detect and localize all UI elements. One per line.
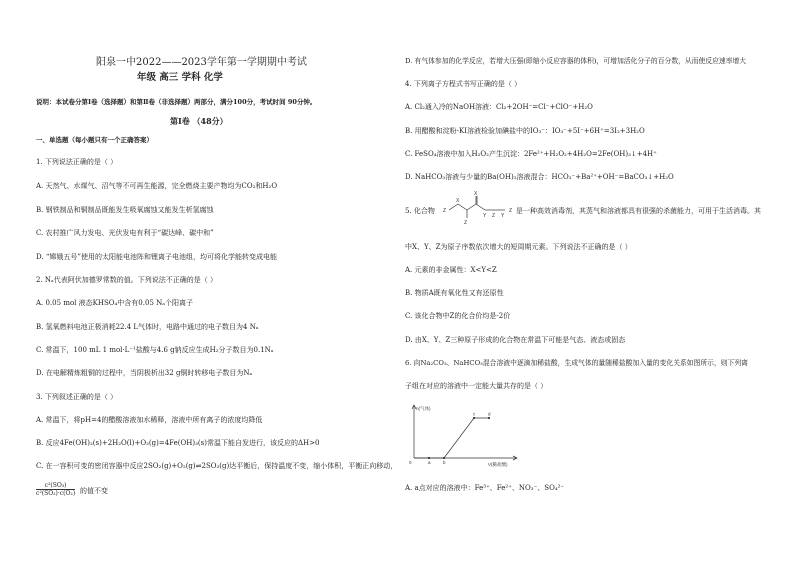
q5-option-d: D. 由X、Y、Z三种原子形成的化合物在常温下可能是气态、液态或固态 — [405, 336, 626, 344]
question-6-cont: 子组在对应的溶液中一定能大量共存的是（ ） — [405, 382, 548, 390]
question-2: 2. Nₐ代表阿伏加德罗常数的值。下列说法不正确的是（ ） — [36, 276, 217, 284]
q1-option-a: A. 天然气、水煤气、沼气等不可再生能源，完全燃烧主要产物均为CO₂和H₂O — [36, 182, 278, 190]
exam-title: 阳泉一中2022——2023学年第一学期期中考试 — [96, 57, 307, 68]
atom-x1: X — [456, 198, 460, 204]
origin-label: 0 — [409, 460, 412, 465]
atom-z2: Z — [464, 220, 468, 226]
q1-option-d: D. “嫦娥五号”使用的太阳能电池阵和锂离子电池组，均可将化学能转变成电能 — [36, 253, 277, 261]
gas-volume-chart — [404, 400, 524, 470]
question-5-text: 是一种高效消毒剂，其蒸气和溶液都具有很强的杀菌能力，可用于生活消毒。其 — [516, 207, 761, 215]
section-title: 第Ⅰ卷 （48分） — [170, 116, 228, 126]
question-5-text-2: 中X、Y、Z为原子序数依次增大的短周期元素。下列说法不正确的是（ ） — [405, 243, 632, 251]
point-a — [428, 457, 430, 459]
q4-option-a: A. Cl₂通入冷的NaOH溶液：Cl₂+2OH⁻=Cl⁻+ClO⁻+H₂O — [405, 103, 593, 111]
instructions: 说明：本试卷分第Ⅰ卷（选择题）和第Ⅱ卷（非选择题）两部分，满分100分，考试时间 90分钟。 — [36, 98, 317, 106]
point-b — [443, 457, 445, 459]
point-c — [473, 417, 475, 419]
atom-z4: Z — [509, 208, 513, 214]
q5-option-b: B. 物质A既有氧化性又有还原性 — [405, 289, 504, 297]
question-6: 6. 向Na₂CO₃、NaHCO₃混合溶液中逐滴加稀盐酸，生成气体的量随稀盐酸加入量的变化关系如图所示，则下列离 — [405, 359, 748, 367]
question-5-lead: 5. 化合物 — [405, 207, 435, 215]
point-d — [488, 417, 490, 419]
fraction-denominator: c²(SO₂)·c(O₂) — [36, 490, 76, 497]
atom-z3: Z — [492, 213, 496, 219]
q2-option-b: B. 氢氧燃料电池正极消耗22.4 L气体时，电路中通过的电子数目为4 Nₐ — [36, 323, 259, 331]
atom-y2: Y — [501, 213, 505, 219]
q4-option-b: B. 用醋酸和淀粉-KI溶液检验加碘盐中的IO₃⁻：IO₃⁻+5I⁻+6H⁺=3I₂+3H₂O — [405, 127, 645, 135]
atom-x2: X — [474, 191, 478, 197]
point-label-a: a — [428, 460, 431, 465]
q4-option-d: D. NaHCO₃溶液与少量的Ba(OH)₂溶液混合：HCO₃⁻+Ba²⁺+OH⁻=BaCO₃↓+H₂O — [405, 173, 674, 181]
q3-option-b: B. 反应4Fe(OH)₂(s)+2H₂O(l)+O₂(g)=4Fe(OH)₃(s)常温下能自发进行，该反应的ΔH>0 — [36, 439, 320, 447]
question-4: 4. 下列离子方程式书写正确的是（ ） — [405, 80, 522, 88]
atom-z1: Z — [443, 208, 447, 214]
q2-option-a: A. 0.05 mol 液态KHSO₄中含有0.05 Nₐ个阳离子 — [36, 299, 193, 307]
point-label-b: b — [443, 460, 446, 465]
compound-structure — [440, 190, 515, 226]
q5-option-a: A. 元素的非金属性：X<Y<Z — [405, 266, 497, 274]
y-axis-label: n(气体) — [416, 406, 431, 411]
q3-option-a: A. 常温下，将pH=4的醋酸溶液加水稀释，溶液中所有离子的浓度均降低 — [36, 416, 263, 424]
q4-option-c: C. FeSO₄溶液中加入H₂O₂产生沉淀：2Fe²⁺+H₂O₂+4H₂O=2Fe(OH)₃↓+4H⁺ — [405, 150, 657, 158]
q3-option-c-tail: 的值不变 — [80, 487, 108, 495]
question-3: 3. 下列叙述正确的是（ ） — [36, 393, 118, 401]
question-1: 1. 下列说法正确的是（ ） — [36, 158, 118, 166]
point-label-c: c — [473, 411, 476, 417]
atom-y1: Y — [483, 213, 487, 219]
q2-option-c: C. 常温下，100 mL 1 mol·L⁻¹盐酸与4.6 g钠反应生成H₂分子数目为0.1Nₐ — [36, 346, 274, 354]
q5-option-c: C. 该化合物中Z的化合价均是-2价 — [405, 312, 511, 320]
exam-subtitle: 年级 高三 学科 化学 — [137, 72, 223, 83]
q1-option-b: B. 钢铁制品和铜制品既能发生吸氧腐蚀又能发生析氢腐蚀 — [36, 206, 214, 214]
section-part: 一、单选题（每小题只有一个正确答案） — [36, 136, 153, 144]
equilibrium-fraction — [36, 482, 75, 497]
x-axis-label: V(稀盐酸) — [488, 462, 508, 467]
q3-option-c: C. 在一容积可变的密闭容器中反应2SO₂(g)+O₂(g)⇌2SO₃(g)达平衡后，保持温度不变，缩小体积，平衡正向移动， — [36, 462, 398, 470]
series-line — [414, 418, 489, 458]
q1-option-c: C. 农村推广风力发电、光伏发电有利于“碳达峰、碳中和” — [36, 229, 214, 237]
q6-option-a: A. a点对应的溶液中：Fe³⁺、Fe²⁺、NO₃⁻、SO₄²⁻ — [405, 484, 565, 492]
q2-option-d: D. 在电解精炼粗铜的过程中，当阴极析出32 g铜时转移电子数目为Nₐ — [36, 369, 253, 377]
point-label-d: d — [488, 411, 491, 417]
q3-option-d: D. 有气体参加的化学反应，若增大压强(即缩小反应容器的体积)，可增加活化分子的百分数，从而使反应速率增大 — [405, 57, 747, 65]
fraction-numerator: c²(SO₃) — [44, 482, 67, 489]
